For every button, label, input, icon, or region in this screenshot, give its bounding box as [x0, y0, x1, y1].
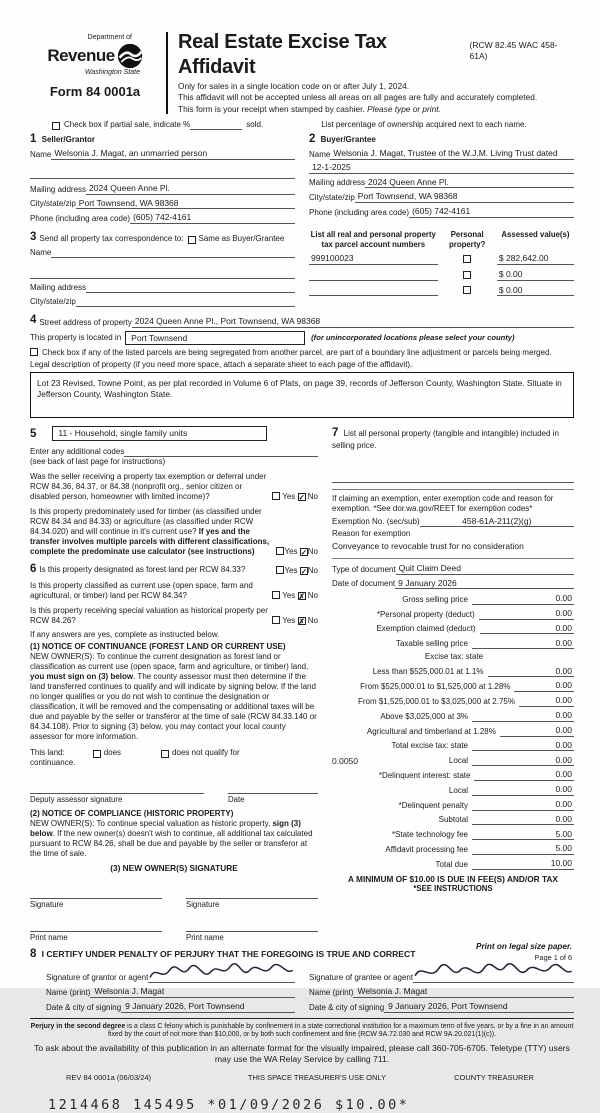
continuance-label: continuance.: [30, 758, 76, 768]
additional-codes-label: Enter any additional codes: [30, 446, 125, 456]
tax-row-value[interactable]: 0.00: [536, 666, 574, 678]
new-owner-signature-field-2[interactable]: [186, 889, 318, 899]
tax-row-line: [474, 780, 531, 781]
tax-row-label: Affidavit processing fee: [385, 845, 468, 855]
grantor-print-label: Name (print): [46, 987, 91, 997]
seller-mailing-label: Mailing address: [30, 184, 87, 194]
tax-row: [332, 652, 574, 662]
perjury-notice: Perjury in the second degree is a class C felony which is punishable by confinement in a state correctional institution for a maximum term of five years, or by a fine in an amount fixed by the court of not more than $10,000, or by both such confinement and fine (RCW 9A.72.030 and RCW 9A.20.021(1)(c)).: [30, 1022, 574, 1039]
buyer-mailing-label: Mailing address: [309, 178, 366, 188]
doc-type-field[interactable]: Quit Claim Deed: [396, 563, 574, 575]
notice-continuance-title: (1) NOTICE OF CONTINUANCE (FOREST LAND OR CURRENT USE): [30, 642, 286, 652]
deputy-date-field[interactable]: [228, 784, 318, 794]
tax-row-label: Subtotal: [438, 815, 468, 825]
print-note-block: [476, 942, 572, 962]
land-qualify-row: [30, 748, 318, 758]
correspondence-city-label: City/state/zip: [30, 297, 76, 307]
tax-row-line: [472, 721, 530, 722]
seller-city-label: City/state/zip: [30, 199, 76, 209]
tax-row-line: [479, 619, 533, 620]
seller-name-label: Name: [30, 150, 52, 160]
grantor-signature-label: Signature of grantor or agent: [46, 973, 149, 983]
q-current-use-no-checkbox[interactable]: [298, 592, 306, 600]
buyer-phone-field[interactable]: (605) 742-4161: [409, 206, 574, 218]
parcel-rows: [309, 253, 574, 296]
subtitle-1: Only for sales in a single location code on or after July 1, 2024.: [178, 81, 410, 91]
q-exemption-yes-checkbox[interactable]: [272, 492, 280, 500]
land-does-not-checkbox[interactable]: [161, 750, 169, 758]
grantee-date-city-field[interactable]: 9 January 2026, Port Townsend: [384, 1001, 574, 1013]
grantor-date-city-field[interactable]: 9 January 2026, Port Townsend: [121, 1001, 295, 1013]
additional-codes-note: (see back of last page for instructions): [30, 456, 166, 466]
new-owner-signature-field-1[interactable]: [30, 889, 162, 899]
tax-row-value[interactable]: 0.00: [533, 623, 574, 635]
header-divider: [166, 32, 168, 114]
tax-row-label: From $525,000.01 to $1,525,000 at 1.28%: [360, 682, 511, 692]
exemption-intro: If claiming an exemption, enter exemption code and reason for exemption. *See dor.wa.gov/REET for exemption codes*: [332, 493, 554, 513]
tax-row-label: Local: [448, 756, 468, 766]
subtitle-3: This form is your receipt when stamped by cashier. Please type or print.: [178, 103, 441, 114]
question-timber-agriculture: Is this property predominately used for timber (as classified under RCW 84.34 and 84.33) or agriculture (as classified under RCW 84.34.020) and will continue in it's current use? If yes and the transfer involves multiple parcels with different classifications, complete the predominate use calculator (see instructions) Yes ✓No: [30, 506, 318, 557]
land-does-checkbox[interactable]: [93, 750, 101, 758]
section-7-column: [332, 426, 574, 943]
grantor-signature-scribble: [148, 963, 295, 983]
segregated-label: Check box if any of the listed parcels are being segregated from another parcel, are part of a boundary line adjustment or parcels being merged.: [42, 348, 552, 358]
q-exemption-text: Was the seller receiving a property tax exemption or deferral under RCW 84.36, 84.37, or 84.38 (nonprofit org., senior citizen or disabled person, homeowner with limited income)?: [30, 471, 267, 501]
tax-row-line: [519, 706, 549, 707]
tax-row-value[interactable]: 0.00: [530, 740, 574, 752]
see-instructions-note: *SEE INSTRUCTIONS: [413, 884, 493, 894]
does-label: does: [103, 748, 122, 758]
tax-table: [332, 593, 574, 870]
tax-row-label: *Delinquent penalty: [398, 800, 468, 810]
signature-label-2: Signature: [186, 900, 220, 910]
notice-compliance-title: (2) NOTICE OF COMPLIANCE (HISTORIC PROPERTY): [30, 809, 234, 819]
partial-sale-percent-field[interactable]: [190, 120, 242, 130]
tax-row-label: Less than $525,000.01 at 1.1%: [372, 667, 484, 677]
tax-row: [332, 843, 574, 855]
exemption-no-field[interactable]: 458-61A-211(2)(g): [420, 516, 574, 528]
new-owners-signature-title: (3) NEW OWNER(S) SIGNATURE: [110, 863, 238, 874]
tax-row-line: [488, 676, 537, 677]
tax-row-line: [472, 810, 530, 811]
notice-compliance-body: NEW OWNER(S): To continue special valuation as historic property, sign (3) below. If the new owner(s) doesn't wish to continue, all additional tax calculated pursuant to RCW 84.26, shall be due and payable by the seller or transferor at the time of sale.: [30, 819, 313, 859]
unincorporated-note: (for unincorporated locations please select your county): [311, 333, 515, 343]
section-3-number: 3: [30, 230, 37, 243]
tax-row-value[interactable]: 0.00: [530, 710, 574, 722]
treasurer-use-label: THIS SPACE TREASURER'S USE ONLY: [247, 1073, 387, 1083]
assessed-value-field[interactable]: $ 0.00: [497, 285, 574, 297]
section-7-number: 7: [332, 427, 339, 440]
q-current-use-yes-checkbox[interactable]: [272, 591, 280, 599]
tax-row-label: Agricultural and timberland at 1.28%: [366, 726, 496, 736]
divider: [332, 489, 574, 490]
notice-continuance-body: NEW OWNER(S): To continue the current designation as forest land or classification as current use (open space, farm and agriculture, or timber) land, you must sign on (3) below. The county assessor must then determine if the land transferred continues to qualify and will indicate by signing below. If the land no longer qualifies or you do not wish to continue the designation or classification, it will be removed and the compensating or additional taxes will be due and payable by the seller or transferor at the time of sale (RCW 84.33.140 or 84.34.108). Prior to signing (3) below, you may contact your local county assessor for more information.: [30, 652, 317, 742]
q-historical-yes-checkbox[interactable]: [272, 616, 280, 624]
tax-row-label: Above $3,025,000 at 3%: [380, 711, 468, 721]
certify-statement: I CERTIFY UNDER PENALTY OF PERJURY THAT THE FOREGOING IS TRUE AND CORRECT: [41, 948, 416, 959]
segregated-checkbox[interactable]: [30, 348, 38, 356]
does-not-label: does not qualify for: [172, 748, 240, 758]
minimum-due-note: A MINIMUM OF $10.00 IS DUE IN FEE(S) AND/OR TAX: [348, 873, 558, 884]
tax-row-label: *Delinquent interest: state: [378, 770, 471, 780]
q-historical-text: Is this property receiving special valuation as historical property per RCW 84.26?: [30, 606, 268, 626]
tax-row: [332, 799, 574, 811]
county-treasurer-label: COUNTY TREASURER: [454, 1073, 534, 1083]
parcel-number-field[interactable]: [309, 286, 438, 296]
located-in-label: This property is located in: [30, 333, 122, 343]
tax-row-label: Gross selling price: [402, 594, 468, 604]
tax-row: [332, 623, 574, 635]
deputy-assessor-signature-field[interactable]: [30, 784, 204, 794]
same-as-buyer-label: Same as Buyer/Grantee: [198, 234, 285, 244]
x-mark: ✗: [298, 617, 305, 627]
correspondence-city-field[interactable]: [76, 297, 295, 307]
question-forest-land: 6 Is this property designated as forest land per RCW 84.33? Yes ✓No: [30, 562, 318, 577]
tax-row-label: Excise tax: state: [424, 652, 484, 662]
q-timber-bold-text: If yes and the transfer involves multiple parcels with different classifications, complete the predominate use calculator (see instructions): [30, 526, 270, 556]
tax-row: [332, 695, 574, 707]
correspondence-mailing-field[interactable]: [86, 283, 295, 293]
buyer-phone-label: Phone (including area code): [309, 207, 410, 217]
grantee-signature-scribble: [413, 963, 574, 983]
section-2-buyer: [309, 132, 574, 224]
grantee-date-city-label: Date & city of signing: [309, 1002, 385, 1012]
tax-row-line: [514, 691, 547, 692]
partial-sale-checkbox[interactable]: [52, 122, 60, 130]
deputy-date-label: Date: [228, 795, 245, 805]
grantor-print-field[interactable]: Welsonia J. Magat: [90, 986, 295, 998]
dor-logo-block: [30, 30, 160, 100]
cashier-stamp: 1214468 145495 *01/09/2026 $10.00*: [48, 1096, 410, 1113]
tax-row-value[interactable]: 0.00: [530, 755, 574, 767]
grantee-print-field[interactable]: Welsonia J. Magat: [353, 986, 574, 998]
tax-row-value[interactable]: 0.00: [530, 814, 574, 826]
parcel-col-assessed: Assessed value(s): [501, 229, 570, 239]
seller-city-field[interactable]: Port Townsend, WA 98368: [76, 198, 295, 210]
personal-property-checkbox[interactable]: [463, 271, 471, 279]
tax-row-label: *Personal property (deduct): [376, 609, 475, 619]
tax-row-value[interactable]: 0.00: [533, 608, 574, 620]
grantee-signature-label: Signature of grantee or agent: [309, 973, 414, 983]
personal-property-field[interactable]: [332, 473, 574, 483]
tax-row: [332, 814, 574, 826]
same-as-buyer-checkbox[interactable]: [188, 236, 196, 244]
q-forest-text: Is this property designated as forest land per RCW 84.33?: [39, 564, 246, 574]
tax-row: [332, 608, 574, 620]
tax-row-value[interactable]: 0.00: [530, 593, 574, 605]
section-1-title: Seller/Grantor: [41, 135, 95, 145]
header: [30, 30, 574, 114]
partial-sale-suffix: sold.: [246, 120, 264, 130]
correspondence-name-field-2[interactable]: [30, 269, 295, 279]
parcel-row: [309, 285, 574, 297]
grantor-signature-block: [30, 963, 295, 1012]
tax-row-line: [472, 854, 530, 855]
buyer-city-label: City/state/zip: [309, 192, 355, 202]
section-3-correspondence: [30, 230, 295, 307]
tax-row-label: Total excise tax: state: [391, 741, 468, 751]
section-1-seller: [30, 132, 295, 224]
additional-codes-field[interactable]: [124, 447, 318, 457]
section-1-number: 1: [30, 133, 37, 146]
county-select[interactable]: Port Townsend: [125, 331, 305, 346]
tax-row-line: [480, 633, 534, 634]
tax-row-line: [472, 839, 530, 840]
street-address-label: Street address of property: [39, 317, 132, 327]
page-indicator: Page 1 of 6: [534, 952, 572, 962]
section-5: [30, 426, 318, 441]
tax-row-line: [472, 604, 530, 605]
seller-name-field[interactable]: Welsonia J. Magat, an unmarried person: [51, 148, 295, 160]
grantee-signature-field[interactable]: [413, 963, 574, 983]
seller-phone-field[interactable]: (605) 742-4161: [130, 212, 295, 224]
grantor-date-city-label: Date & city of signing: [46, 1002, 122, 1012]
tax-row-label: Local: [448, 785, 468, 795]
revenue-wordmark: Revenue: [47, 46, 115, 66]
tax-row-value[interactable]: 5.00: [530, 843, 574, 855]
tax-row-line: [472, 869, 530, 870]
seller-name-field-2[interactable]: [30, 169, 295, 179]
divider: [332, 558, 574, 559]
tax-row-label: *State technology fee: [391, 830, 468, 840]
parcel-row: [309, 253, 574, 265]
correspondence-name-label: Name: [30, 248, 52, 258]
doc-date-field[interactable]: 9 January 2026: [395, 578, 574, 590]
form-title: Real Estate Excise Tax Affidavit: [178, 31, 387, 78]
reason-for-exemption-field[interactable]: Conveyance to revocable trust for no consideration: [332, 541, 524, 552]
local-rate-value: 0.0050: [332, 755, 358, 766]
doc-date-label: Date of document: [332, 579, 396, 589]
grantee-signature-block: [309, 963, 574, 1012]
alternate-format-notice: To ask about the availability of this publication in an alternate format for the visually impaired, please call 360-705-6705. Teletype (TTY) users may use the WA Relay Service by calling 711.: [34, 1042, 570, 1064]
personal-property-checkbox[interactable]: [463, 286, 471, 294]
form-title-rcw: (RCW 82.45 WAC 458-61A): [469, 40, 558, 61]
tax-row: [332, 740, 574, 752]
tax-row-label: Taxable selling price: [395, 639, 468, 649]
personal-property-checkbox[interactable]: [463, 255, 471, 263]
footer-divider: [30, 1018, 574, 1019]
tax-row-line: [472, 750, 530, 751]
tax-row-value[interactable]: 0.00: [530, 799, 574, 811]
personal-property-intro: List all personal property (tangible and intangible) included in selling price.: [332, 429, 559, 450]
q-historical-no-checkbox[interactable]: [298, 617, 306, 625]
tax-row: [332, 593, 574, 605]
tax-row-line: [500, 736, 542, 737]
print-name-label-1: Print name: [30, 933, 68, 943]
tax-row-value[interactable]: 0.00: [549, 695, 574, 707]
footer-row: [30, 1073, 574, 1082]
tax-row: [332, 710, 574, 722]
correspondence-name-field[interactable]: [51, 248, 295, 258]
tax-row: [332, 829, 574, 841]
buyer-name-field-2[interactable]: 12-1-2025: [309, 162, 574, 174]
doc-type-label: Type of document: [332, 564, 396, 574]
buyer-name-field[interactable]: Welsonia J. Magat, Trustee of the W.J.M. Living Trust dated: [330, 148, 574, 160]
tax-row-line: [472, 824, 530, 825]
q-forest-no-checkbox[interactable]: [300, 567, 308, 575]
assessed-value-field[interactable]: $ 0.00: [497, 269, 574, 281]
tax-row: [332, 680, 574, 692]
deputy-assessor-label: Deputy assessor signature: [30, 795, 123, 805]
partial-sale-row: [52, 120, 574, 130]
seller-mailing-field[interactable]: 2024 Queen Anne Pl.: [86, 183, 295, 195]
tax-row-value[interactable]: 10.00: [530, 858, 574, 870]
tax-row: [332, 858, 574, 870]
section-2-title: Buyer/Grantee: [320, 135, 376, 145]
tax-row-label: Total due: [435, 859, 468, 869]
section-4-number: 4: [30, 314, 37, 327]
section-6-number: 6: [30, 562, 37, 575]
rev-number: REV 84 0001a (06/03/24): [66, 1073, 152, 1083]
answers-yes-note: If any answers are yes, complete as instructed below.: [30, 630, 220, 640]
grantee-print-label: Name (print): [309, 987, 354, 997]
print-legal-note: Print on legal size paper.: [475, 941, 572, 951]
tax-row-value[interactable]: 0.00: [531, 769, 574, 781]
x-mark: ✗: [298, 592, 305, 602]
parcel-number-field[interactable]: [309, 271, 438, 281]
this-land-label: This land:: [30, 748, 65, 758]
tax-row: [332, 755, 574, 767]
tax-row-line: [472, 648, 530, 649]
assessed-value-field[interactable]: $ 282,642.00: [497, 253, 574, 265]
print-name-label-2: Print name: [186, 933, 224, 943]
tax-row: [332, 769, 574, 781]
parcel-col-personal: Personal property?: [449, 229, 486, 249]
tax-row-value[interactable]: 0.00: [530, 784, 574, 796]
partial-sale-label: Check box if partial sale, indicate %: [64, 120, 191, 130]
question-exemption-deferral: Was the seller receiving a property tax exemption or deferral under RCW 84.36, 84.37, or 84.38 (nonprofit org., senior citizen or disabled person, homeowner with limited income)? Yes ✓ No: [30, 471, 318, 502]
section-5-number: 5: [30, 427, 37, 440]
q-timber-text: Is this property predominately used for timber (as classified under RCW 84.34 and 84.33) or agriculture (as classified under RCW 84.34.020) and will continue in it's current use?: [30, 506, 262, 536]
tax-row-line: [472, 795, 530, 796]
q-timber-no-checkbox[interactable]: [300, 548, 308, 556]
tax-row-line: [472, 765, 530, 766]
q-current-use-text: Is this property classified as current use (open space, farm and agricultural, or timber) land per RCW 84.34?: [30, 581, 253, 601]
tax-row-value[interactable]: 5.00: [530, 829, 574, 841]
section-2-number: 2: [309, 133, 316, 146]
tax-row: [332, 725, 574, 737]
street-address-field[interactable]: 2024 Queen Anne Pl., Port Townsend, WA 98368: [132, 316, 574, 328]
section-4-property: [30, 313, 574, 418]
grantor-signature-field[interactable]: [148, 963, 295, 983]
buyer-mailing-field[interactable]: 2024 Queen Anne Pl.: [365, 177, 574, 189]
tax-row-label: Exemption claimed (deduct): [376, 624, 476, 634]
form-number: Form 84 0001a: [49, 83, 141, 99]
exemption-no-label: Exemption No. (sec/sub): [332, 517, 420, 527]
new-owner-print-name-field-1[interactable]: [30, 922, 162, 932]
parcel-col-numbers: List all real and personal property tax parcel account numbers: [310, 229, 436, 249]
tax-row: [332, 666, 574, 678]
correspondence-label: Send all property tax correspondence to:: [39, 234, 184, 244]
dor-logo-icon: [117, 43, 143, 69]
buyer-name-label: Name: [309, 150, 331, 160]
check-mark: ✓: [300, 567, 308, 577]
tax-row: [332, 638, 574, 650]
tax-row-value[interactable]: 0.00: [547, 680, 574, 692]
parcel-row: [309, 269, 574, 281]
check-mark: ✓: [300, 547, 308, 557]
parcel-table: [309, 230, 574, 307]
subtitle-2: This affidavit will not be accepted unless all areas on all pages are fully and accurately completed.: [178, 92, 538, 103]
question-current-use: Is this property classified as current use (open space, farm and agricultural, or timber) land per RCW 84.34? Yes ✗ No: [30, 581, 318, 602]
parcel-number-field[interactable]: 999100023: [309, 253, 438, 265]
new-owner-print-name-field-2[interactable]: [186, 922, 318, 932]
seller-phone-label: Phone (including area code): [30, 213, 131, 223]
legal-description-field[interactable]: Lot 23 Revised, Towne Point, as per plat recorded in Volume 6 of Plats, on page 39, records of Jefferson County, Washington State. Situate in Jefferson County, Washington State.: [30, 372, 574, 418]
q-exemption-no-checkbox[interactable]: [298, 493, 306, 501]
dept-of-label: Department of: [87, 34, 132, 41]
washington-state-label: Washington State: [84, 68, 140, 76]
land-use-code-select[interactable]: 11 - Household, single family units: [52, 426, 267, 441]
signature-label-1: Signature: [30, 900, 64, 910]
section-8-number: 8: [30, 947, 37, 960]
question-historical: Is this property receiving special valuation as historical property per RCW 84.26? Yes ✗ No: [30, 606, 318, 627]
ownership-percentage-note: List percentage of ownership acquired next to each name.: [321, 120, 527, 130]
tax-row-label: From $1,525,000.01 to $3,025,000 at 2.75%: [357, 696, 515, 706]
check-mark: ✓: [298, 492, 305, 502]
reason-for-exemption-label: Reason for exemption: [332, 529, 411, 539]
correspondence-mailing-label: Mailing address: [30, 283, 87, 293]
buyer-city-field[interactable]: Port Townsend, WA 98368: [355, 191, 574, 203]
legal-description-label: Legal description of property (if you need more space, attach a separate sheet to each page of the affidavit).: [30, 360, 413, 370]
tax-row-value[interactable]: 0.00: [541, 725, 574, 737]
tax-row: [332, 784, 574, 796]
tax-row-value[interactable]: 0.00: [530, 638, 574, 650]
